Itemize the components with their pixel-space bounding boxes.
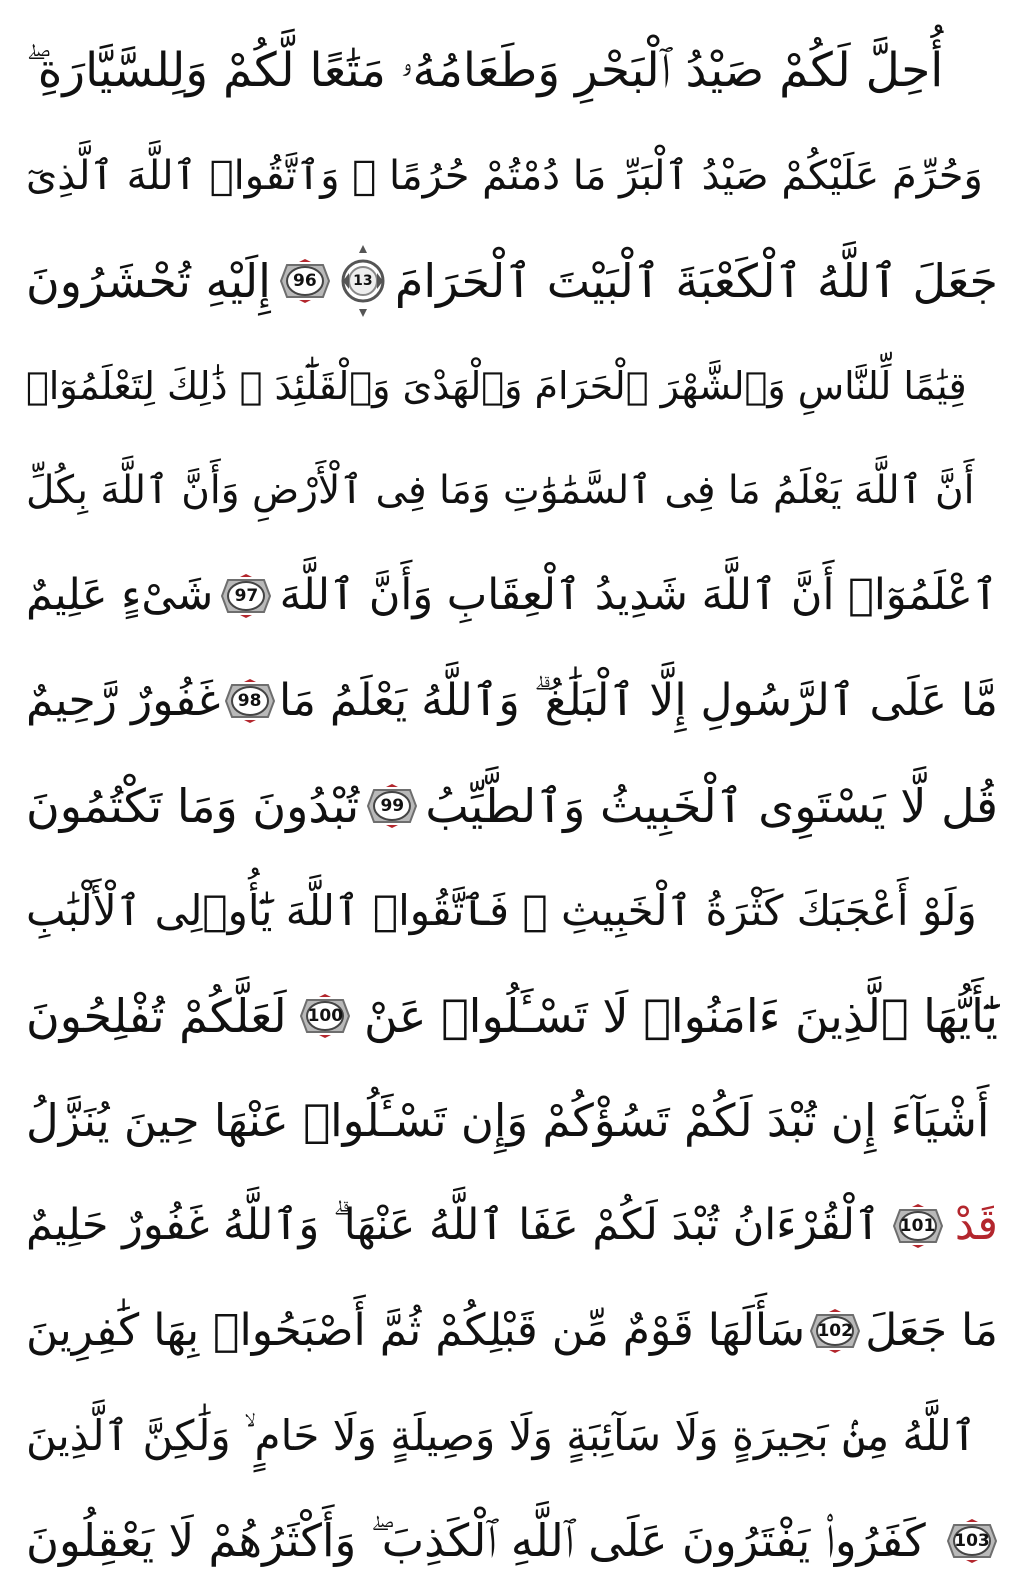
ayah-number: 102 [817, 1320, 853, 1341]
text-line [26, 1383, 998, 1488]
text-line [26, 1068, 998, 1173]
verse-text: ٱلْقُرْءَانُ تُبْدَ لَكُمْ عَفَا ٱللَّهُ عَنْهَا ۗ وَٱللَّهُ غَفُورٌ حَلِيمٌ [26, 1200, 881, 1250]
ayah-number-marker [809, 1309, 861, 1353]
text-line [26, 753, 998, 858]
ayah-number-marker [366, 784, 418, 828]
ayah-number-marker [946, 1519, 998, 1563]
verse-text: غَفُورٌ رَّحِيمٌ [26, 674, 221, 726]
verse-text: شَىْءٍ عَلِيمٌ [26, 570, 214, 620]
verse-text: ٱعْلَمُوٓا۟ أَنَّ ٱللَّهَ شَدِيدُ ٱلْعِقَابِ وَأَنَّ ٱللَّهَ [279, 570, 998, 620]
text-line [26, 1278, 998, 1383]
ayah-number: 97 [234, 585, 259, 606]
ayah-number: 96 [293, 270, 317, 291]
text-line [26, 648, 998, 753]
ayah-number-marker [220, 574, 272, 618]
verse-text: لَعَلَّكُمْ تُفْلِحُونَ [26, 988, 287, 1043]
verse-text: سَأَلَهَا قَوْمٌ مِّن قَبْلِكُمْ ثُمَّ أَصْبَحُوا۟ بِهَا كَٰفِرِينَ [26, 1304, 806, 1356]
verse-text: مَا جَعَلَ [865, 1304, 998, 1356]
verse-text: قِيَٰمًا لِّلنَّاسِ وَٱلشَّهْرَ ٱلْحَرَامَ وَٱلْهَدْىَ وَٱلْقَلَٰٓئِدَ ۚ ذَٰلِكَ لِتَعْلَمُوٓا۟ [26, 363, 967, 408]
verse-text: وَحُرِّمَ عَلَيْكُمْ صَيْدُ ٱلْبَرِّ مَا دُمْتُمْ حُرُمًا ۗ وَٱتَّقُوا۟ ٱللَّهَ ٱلَّذِىٓ [26, 152, 983, 199]
ayah-number-marker [299, 994, 351, 1038]
text-line [26, 1488, 998, 1593]
verse-text: أَنَّ ٱللَّهَ يَعْلَمُ مَا فِى ٱلسَّمَٰوَٰتِ وَمَا فِى ٱلْأَرْضِ وَأَنَّ ٱللَّهَ بِكُلِّ [26, 468, 975, 513]
text-line [26, 18, 998, 123]
verse-text: قَدْ [954, 1200, 998, 1250]
text-line [26, 438, 998, 543]
verse-text: إِلَيْهِ تُحْشَرُونَ [26, 253, 271, 308]
text-line [26, 123, 998, 228]
verse-text: قُل لَّا يَسْتَوِى ٱلْخَبِيثُ وَٱلطَّيِّبُ [425, 778, 998, 833]
ayah-number: 98 [237, 690, 262, 711]
verse-text: وَلَوْ أَعْجَبَكَ كَثْرَةُ ٱلْخَبِيثِ ۚ فَٱتَّقُوا۟ ٱللَّهَ يَٰٓأُو۟لِى ٱلْأَلْبَٰبِ [26, 885, 977, 935]
verse-text: تُبْدُونَ وَمَا تَكْتُمُونَ [26, 778, 360, 833]
ayah-number-marker [279, 259, 331, 303]
ayah-number-marker [892, 1204, 944, 1248]
text-line [26, 228, 998, 333]
ayah-number-marker [224, 679, 276, 723]
text-line [26, 333, 998, 438]
ayah-number: 103 [954, 1530, 990, 1551]
verse-text: يَٰٓأَيُّهَا ٱلَّذِينَ ءَامَنُوا۟ لَا تَسْـَٔلُوا۟ عَنْ [363, 988, 998, 1043]
verse-text: أُحِلَّ لَكُمْ صَيْدُ ٱلْبَحْرِ وَطَعَامُهُۥ مَتَٰعًا لَّكُمْ وَلِلسَّيَّارَةِ ۖ [26, 43, 944, 98]
ayah-number: 99 [380, 795, 405, 816]
verse-text: جَعَلَ ٱللَّهُ ٱلْكَعْبَةَ ٱلْبَيْتَ ٱلْحَرَامَ [394, 253, 998, 308]
verse-text: مَّا عَلَى ٱلرَّسُولِ إِلَّا ٱلْبَلَٰغُ ۗ وَٱللَّهُ يَعْلَمُ مَا [278, 674, 998, 726]
text-line [26, 1173, 998, 1278]
verse-text: كَفَرُوا۟ يَفْتَرُونَ عَلَى ٱللَّهِ ٱلْكَذِبَ ۖ وَأَكْثَرُهُمْ لَا يَعْقِلُونَ [26, 1514, 926, 1567]
hizb-number: 13 [353, 272, 373, 289]
verse-text: ٱللَّهُ مِنۢ بَحِيرَةٍ وَلَا سَآئِبَةٍ وَلَا وَصِيلَةٍ وَلَا حَامٍ ۙ وَلَٰكِنَّ ٱلَّذِينَ [26, 1410, 977, 1460]
text-line [26, 543, 998, 648]
ayah-number: 101 [899, 1215, 936, 1236]
hizb-quarter-icon [339, 243, 387, 319]
ayah-number: 100 [307, 1005, 344, 1026]
text-line [26, 858, 998, 963]
text-line [26, 963, 998, 1068]
verse-text: أَشْيَآءَ إِن تُبْدَ لَكُمْ تَسُؤْكُمْ وَإِن تَسْـَٔلُوا۟ عَنْهَا حِينَ يُنَزَّلُ [26, 1094, 990, 1147]
